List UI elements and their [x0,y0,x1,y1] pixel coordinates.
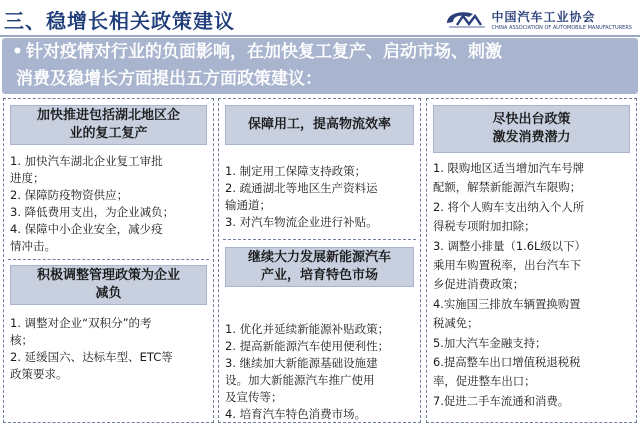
column-right [426,98,637,423]
section-heading-line: 加快推进包括湖北地区企 [36,108,180,123]
list-item: 乘用车购置税率，出台汽车下 [433,258,582,273]
list-item: 及宣传等； [225,390,283,404]
section-heading-line: 产业，培育特色市场 [260,268,378,283]
section-list-consumption [433,159,634,411]
list-item: 3. 对汽车物流企业进行补贴。 [225,215,378,229]
header-divider [0,35,640,37]
section-heading-line: 激发消费潜力 [492,130,571,145]
logo-text [491,8,632,31]
list-item: 7.促进二手车流通和消费。 [433,393,570,408]
section-heading-line: 继续大力发展新能源汽车 [247,250,391,265]
section-list-resume-production [10,153,210,255]
list-item: 3. 继续加大新能源基础设施建 [225,356,378,370]
intro-banner [2,38,638,94]
column-middle [218,98,421,423]
list-item: 配额，解禁新能源汽车限购； [433,180,582,195]
section-heading-line: 减负 [95,286,122,301]
intro-line-2 [12,66,630,93]
list-item: 2. 疏通湖北等地区生产资料运 [225,181,378,195]
slide-header [0,0,640,36]
list-item: 6.提高整车出口增值税退税税 [433,355,581,370]
list-item: 4. 培育汽车特色消费市场。 [225,407,367,421]
list-item: 3. 降低费用支出，为企业减负； [10,205,175,219]
section-divider [8,259,209,260]
list-item: 3. 调整小排量（1.6L级以下） [433,238,586,253]
logo-name: 中国汽车工业协会 [491,9,596,24]
slide-title: 三、稳增长相关政策建议 [4,9,235,33]
list-item: 情冲击。 [10,239,56,253]
list-item: 乡促进消费政策； [433,277,525,292]
section-heading-line: 积极调整管理政策为企业 [36,268,180,283]
list-item: 4. 保障中小企业安全，减少疫 [10,222,163,236]
list-item: 1. 制定用工保障支持政策； [225,164,367,178]
section-heading-line: 保障用工，提高物流效率 [247,117,391,132]
section-heading-line: 尽快出台政策 [492,112,571,127]
list-item: 2. 保障防疫物资供应； [10,188,129,202]
section-heading-management-policy [10,265,207,305]
list-item: 1. 优化并延续新能源补贴政策； [225,322,390,336]
column-left [3,98,214,423]
list-item: 进度； [10,171,45,185]
intro-line-1 [12,39,630,66]
section-heading-new-energy [225,247,414,287]
section-divider [223,239,416,240]
caam-logo-icon [443,8,487,30]
section-heading-labor-logistics [225,105,414,145]
list-item: 1. 调整对企业“双积分”的考 [10,316,152,330]
list-item: 税减免； [433,316,479,331]
list-item: 设。加大新能源汽车推广使用 [225,373,375,387]
bullet-dot-icon: • [12,42,23,62]
section-heading-line: 业的复工复产 [69,126,148,141]
intro-text-2: 消费及稳增长方面提出五方面政策建议： [16,69,322,89]
list-item: 2. 将个人购车支出纳入个人所 [433,199,585,214]
list-item: 2. 延缓国六、达标车型、ETC等 [10,350,173,364]
list-item: 政策要求。 [10,367,68,381]
list-item: 得税专项附加扣除； [433,219,536,234]
list-item: 4.实施国三排放车辆置换购置 [433,296,581,311]
section-list-labor-logistics [225,163,417,231]
list-item: 输通道； [225,198,271,212]
list-item: 2. 提高新能源汽车使用便利性； [225,339,390,353]
list-item: 1. 加快汽车湖北企业复工审批 [10,154,163,168]
section-list-management-policy [10,315,210,383]
list-item: 核； [10,333,33,347]
list-item: 率，促进整车出口； [433,374,536,389]
section-heading-resume-production [10,105,207,145]
section-list-new-energy [225,321,419,423]
logo-english: CHINA ASSOCIATION OF AUTOMOBILE MANUFACTURERS [491,24,632,31]
intro-text-1: 针对疫情对行业的负面影响，在加快复工复产、启动市场、刺激 [26,42,502,62]
caam-logo [443,7,632,31]
list-item: 1. 限购地区适当增加汽车号牌 [433,161,585,175]
list-item: 5.加大汽车金融支持； [433,335,547,350]
section-heading-consumption [433,105,630,153]
